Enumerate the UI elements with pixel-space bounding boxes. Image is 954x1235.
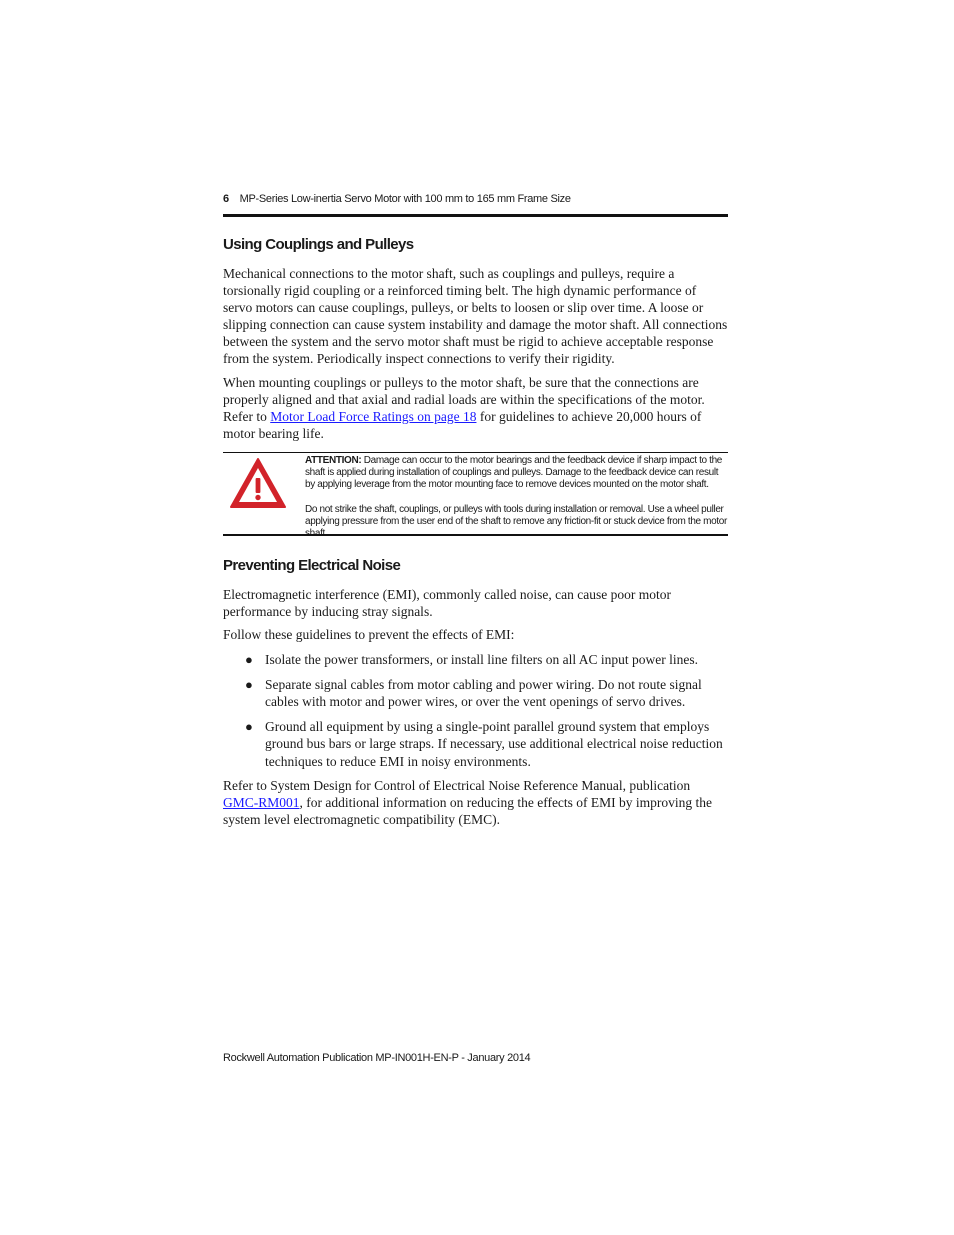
- bullet-icon: ●: [245, 652, 253, 667]
- paragraph-noise-1: Electromagnetic interference (EMI), commonly called noise, can cause poor motor performance by inducing stray signals.: [223, 587, 671, 620]
- list-item: [223, 676, 728, 711]
- attention-top-rule: [223, 452, 728, 453]
- header-rule: [223, 214, 728, 217]
- list-item-text: Isolate the power transformers, or install line filters on all AC input power lines.: [265, 652, 699, 667]
- page-footer: Rockwell Automation Publication MP-IN001H-EN-P - January 2014: [223, 1052, 531, 1064]
- paragraph-couplings-2-text: When mounting couplings or pulleys to the motor shaft, be sure that the connections are properly aligned and that axial and radial loads are within the specifications of the motor. Refer to: [223, 375, 705, 425]
- attention-label: ATTENTION:: [305, 455, 362, 466]
- paragraph-noise-2: Follow these guidelines to prevent the effects of EMI:: [223, 627, 515, 642]
- list-item: [223, 718, 728, 771]
- emi-guidelines-list: [223, 651, 728, 777]
- page-number: 6: [223, 193, 229, 205]
- gmc-rm001-link[interactable]: GMC-RM001: [223, 795, 300, 811]
- list-item-text: Separate signal cables from motor cabling and power wiring. Do not route signal cables with motor and power wires, or over the vent openings of servo drives.: [265, 676, 702, 709]
- bullet-icon: ●: [245, 676, 253, 692]
- attention-bottom-rule: [223, 534, 728, 536]
- header-title: MP-Series Low-inertia Servo Motor with 100 mm to 165 mm Frame Size: [239, 193, 571, 205]
- paragraph-couplings-2-text-end: for guidelines to achieve 20,000 hours of motor bearing life.: [223, 409, 702, 442]
- list-item: [223, 651, 728, 669]
- attention-body-1: Damage can occur to the motor bearings and the feedback device if sharp impact to the shaft is applied during installation of couplings and pulleys. Damage to the feedback device can result by applying leverage from the motor mounting face to remove devices mounted on the motor shaft.: [305, 455, 722, 491]
- paragraph-noise-3-text-end: , for additional information on reducing the effects of EMI by improving the system level electromagnetic compatibility (EMC).: [223, 795, 713, 828]
- section-heading-noise: Preventing Electrical Noise: [223, 557, 401, 574]
- attention-text-2: Do not strike the shaft, couplings, or pulleys with tools during installation or removal. Use a wheel puller applying pressure from the user end of the shaft to remove any friction-fit or stuck device from the motor: [305, 504, 727, 528]
- running-header: [223, 193, 728, 205]
- motor-load-force-ratings-link[interactable]: Motor Load Force Ratings on page 18: [270, 409, 477, 425]
- bullet-icon: ●: [245, 718, 253, 734]
- attention-text-1: [305, 455, 730, 492]
- paragraph-noise-3: [223, 777, 728, 828]
- warning-triangle-icon: [229, 457, 287, 509]
- paragraph-couplings-2: [223, 374, 728, 442]
- section-heading-couplings: Using Couplings and Pulleys: [223, 236, 414, 253]
- paragraph-noise-3-text: Refer to System Design for Control of Electrical Noise Reference Manual, publication: [223, 778, 691, 793]
- paragraph-couplings-1: Mechanical connections to the motor shaft, such as couplings and pulleys, require a torsionally rigid coupling or a reinforced timing belt. The high dynamic performance of servo motors can cause couplings, pulleys, or belts to loosen or slip over time. A loose or slipping connection can cause system instability and damage the motor shaft. All connections between the system and the servo motor shaft must be rigid to achieve acceptable response from the system. Periodically inspect connections to verify their rigidity.: [223, 266, 728, 367]
- list-item-text: Ground all equipment by using a single-point parallel ground system that employs ground bus bars or large straps. If necessary, use additional electrical noise reduction techniques to reduce EMI in noisy environments.: [265, 718, 723, 769]
